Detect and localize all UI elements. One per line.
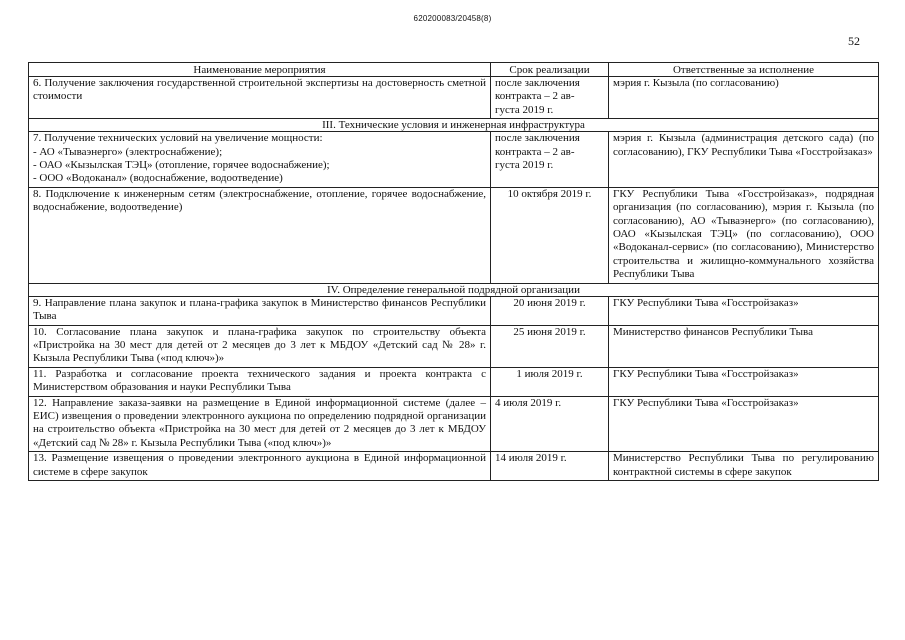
table-header-row: [29, 63, 879, 77]
term-line: после заключения: [495, 132, 580, 145]
term-cell: 4 июля 2019 г.: [491, 396, 609, 452]
task-cell: 9. Направление плана закупок и плана-графика закупок в Министерство финансов Республики Тыва: [29, 296, 491, 325]
section-title: IV. Определение генеральной подрядной организации: [29, 283, 879, 296]
task-cell: 6. Получение заключения государственной строительной экспертизы на достоверность сметной стоимости: [29, 77, 491, 119]
document-stamp-number: 620200083/20458(8): [413, 14, 492, 23]
term-cell: [491, 132, 609, 188]
term-line: контракта – 2 ав-: [495, 90, 575, 103]
responsible-cell: ГКУ Республики Тыва «Госстройзаказ»: [609, 367, 879, 396]
task-line: - АО «Тываэнерго» (электроснабжение);: [33, 145, 223, 158]
task-line: - ООО «Водоканал» (водоснабжение, водоотведение): [33, 172, 283, 185]
task-cell: 8. Подключение к инженерным сетям (электроснабжение, отопление, горячее водоснабжение, водоснабжение, водоотведение): [29, 187, 491, 283]
term-cell: 20 июня 2019 г.: [491, 296, 609, 325]
responsible-cell: Министерство финансов Республики Тыва: [609, 325, 879, 367]
responsible-cell: ГКУ Республики Тыва «Госстройзаказ», подрядная организация (по согласованию), мэрия г. Кызыла (по согласованию), АО «Тываэнерго» (по согласованию), ОАО «Кызылская ТЭЦ» (по согласованию), ООО «Водоканал-сервис» (по согласованию), Министерство строительства и жилищно-коммунального хозяйства Республики Тыва: [609, 187, 879, 283]
action-plan-table: [28, 62, 879, 481]
task-line: - ОАО «Кызылская ТЭЦ» (отопление, горячее водоснабжение);: [33, 159, 330, 172]
table-row: [29, 77, 879, 119]
term-cell: 14 июля 2019 г.: [491, 452, 609, 481]
task-cell: 11. Разработка и согласование проекта технического задания и проекта контракта с Министерством образования и науки Республики Тыва: [29, 367, 491, 396]
responsible-cell: мэрия г. Кызыла (администрация детского сада) (по согласованию), ГКУ Республики Тыва «Госстройзаказ»: [609, 132, 879, 188]
responsible-cell: мэрия г. Кызыла (по согласованию): [609, 77, 879, 119]
table-row: [29, 296, 879, 325]
task-cell: 12. Направление заказа-заявки на размещение в Единой информационной системе (далее – ЕИС) извещения о проведении электронного аукциона по определению подрядной организации на строительство объекта «Пристройка на 30 мест для детей от 2 месяцев до 3 лет к МБДОУ «Детский сад № 28» г. Кызыла Республики Тыва («под ключ»)»: [29, 396, 491, 452]
task-cell: [29, 132, 491, 188]
task-cell: 10. Согласование плана закупок и плана-графика закупок по строительству объекта «Пристройка на 30 мест для детей от 2 месяцев до 3 лет к МБДОУ «Детский сад № 28» г. Кызыла Республики Тыва («под ключ»)»: [29, 325, 491, 367]
column-header-term: Срок реализации: [491, 63, 609, 77]
term-cell: 10 октября 2019 г.: [491, 187, 609, 283]
column-header-task: Наименование мероприятия: [29, 63, 491, 77]
task-cell: 13. Размещение извещения о проведении электронного аукциона в Единой информационной системе в сфере закупок: [29, 452, 491, 481]
term-line: густа 2019 г.: [495, 103, 554, 116]
responsible-cell: Министерство Республики Тыва по регулированию контрактной системы в сфере закупок: [609, 452, 879, 481]
column-header-responsible: Ответственные за исполнение: [609, 63, 879, 77]
table-row: [29, 396, 879, 452]
table-row: [29, 187, 879, 283]
term-cell: 25 июня 2019 г.: [491, 325, 609, 367]
table-row: [29, 452, 879, 481]
section-title: III. Технические условия и инженерная инфраструктура: [29, 119, 879, 132]
section-row: [29, 119, 879, 132]
responsible-cell: ГКУ Республики Тыва «Госстройзаказ»: [609, 296, 879, 325]
term-cell: 1 июля 2019 г.: [491, 367, 609, 396]
term-line: контракта – 2 ав-: [495, 145, 575, 158]
term-cell: [491, 77, 609, 119]
term-line: густа 2019 г.: [495, 159, 554, 172]
table-row: [29, 367, 879, 396]
responsible-cell: ГКУ Республики Тыва «Госстройзаказ»: [609, 396, 879, 452]
table-row: [29, 325, 879, 367]
table-row: [29, 132, 879, 188]
section-row: [29, 283, 879, 296]
term-line: после заключения: [495, 77, 580, 89]
task-line: 7. Получение технических условий на увеличение мощности:: [33, 132, 323, 145]
page-number: 52: [848, 34, 860, 48]
